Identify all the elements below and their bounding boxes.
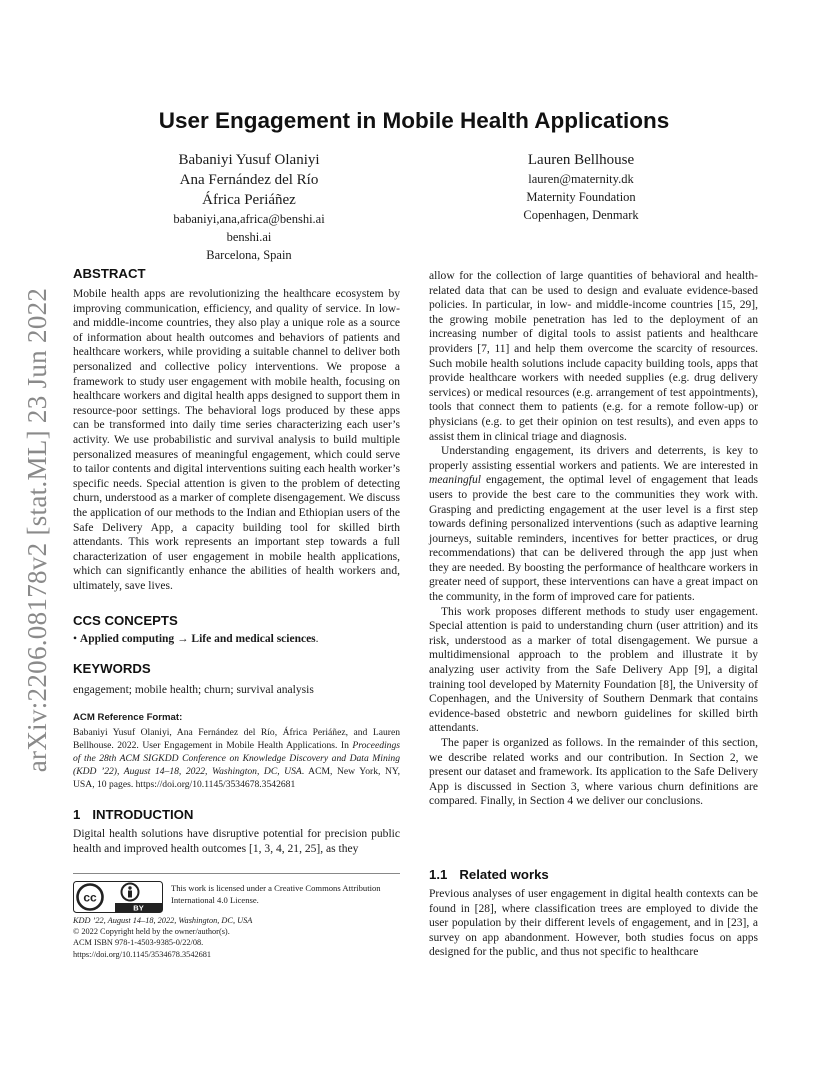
arxiv-identifier: arXiv:2206.08178v2 [stat.ML] 23 Jun 2022 [22,287,52,773]
svg-text:BY: BY [133,903,144,913]
section-number: 1 [73,807,81,822]
isbn: ACM ISBN 978-1-4503-9385-0/22/08. [73,938,204,948]
license-box [73,873,400,913]
section-number: 1.1 [429,867,448,882]
author-org: Maternity Foundation [526,190,636,204]
svg-text:cc: cc [83,890,97,905]
cc-by-logo [73,881,163,913]
author-name: África Periáñez [202,192,296,208]
author-name: Ana Fernández del Río [179,172,319,188]
intro-text-right [429,269,758,809]
ccs-heading: CCS CONCEPTS [73,613,178,628]
author-email: lauren@maternity.dk [528,172,634,186]
reference-format [73,711,400,791]
reference-format-heading: ACM Reference Format: [73,712,183,723]
section-title: Related works [459,867,549,882]
paper-title: User Engagement in Mobile Health Applications [158,108,670,133]
intro-paragraph: This work proposes different methods to study user engagement. Special attention is paid to understanding churn (user attrition) and its risk, understood as a marker of total disengagement. We pursue a multidimensional approach to the problem and illustrate it by analyzing user activity from the Safe Delivery App [9], a digital training tool developed by Maternity Foundation [8], the University of Copenhagen, and the University of Southern Denmark that contains evidence-based obstetric and newborn guidelines for skilled birth attendants. [429,605,758,735]
abstract-text [73,287,400,593]
author-location: Copenhagen, Denmark [523,208,639,222]
intro-heading [73,807,193,822]
intro-paragraph: Understanding engagement, its drivers and deterrents, is key to properly assisting essential workers and patients. We are interested in meaningful engagement, the optimal level of engagement that leads users to provide the best care to the communities they work with. Grasping and predicting engagement at the user level is a first step towards defining personalized interventions (such as adaptive learning journeys, suitable reminders, incentives for better practices, or drug recommendations) that can be delivered through the app just when they are needed. By boosting the performance of healthcare workers in greater need of support, these interventions can have a great impact on the community, in the form of improved care for patients. [429,445,758,604]
intro-paragraph: allow for the collection of large quantities of behavioral and health-related data that can be used to design and evaluate evidence-based policies. In particular, in low- and middle-income countries [15, 29], the growing mobile penetration has led to the deployment of an increasing number of digital tools to assist patients and healthcare providers [7, 11] and help them overcome the scarcity of resources. Such mobile health solutions include capacity building tools, apps that provide healthcare workers with needed supplies (e.g. drug delivery services) or medical resources (e.g. arrangement of test appointments), tools that connect them to patients (e.g. for a remote follow-up) or physicians (e.g. to get their opinion on test results), and even apps to assist them in clinical triage and diagnosis. [429,270,758,443]
abstract-heading: ABSTRACT [73,266,146,281]
author-org: benshi.ai [226,230,272,244]
venue: KDD ’22, August 14–18, 2022, Washington, DC, USA [73,916,253,925]
footer-info [73,915,400,960]
author-email: babaniyi,ana,africa@benshi.ai [173,212,325,226]
related-works-heading [429,867,549,882]
cc-by-icon [73,881,163,913]
author-location: Barcelona, Spain [206,248,292,262]
keywords-text: engagement; mobile health; churn; survival analysis [73,684,314,696]
author-block-left [112,150,386,264]
author-name: Babaniyi Yusuf Olaniyi [178,152,320,168]
intro-paragraph: The paper is organized as follows. In the remainder of this section, we describe related works and our contribution. In Section 2, we present our dataset and framework. Its application to the Safe Delivery App is discussed in Section 3, where various churn definitions are compared. Finally, in Section 4 we deliver our conclusions. [429,737,758,808]
ccs-concept: Applied computing → Life and medical sciences [79,633,316,645]
intro-text-left: Digital health solutions have disruptive potential for precision public health and improved health outcomes [1, 3, 4, 21, 25], as they [73,828,400,855]
ccs-concepts: • Applied computing → Life and medical sciences. [73,633,319,645]
author-block-right [462,150,700,224]
related-works-text: Previous analyses of user engagement in digital health contexts can be found in [28], where classification trees are employed to divide the user population by their different levels of engagement, and in [23], a survey on app abandonment. However, both studies focus on apps designed for the public, and thus not specific to healthcare [429,888,758,959]
author-name: Lauren Bellhouse [527,152,635,168]
doi-link[interactable]: https://doi.org/10.1145/3534678.3542681 [73,949,212,959]
copyright: © 2022 Copyright held by the owner/author(s). [73,927,230,937]
bullet: • [73,633,78,645]
keywords-heading: KEYWORDS [73,661,151,676]
abstract-paragraph: Mobile health apps are revolutionizing the healthcare ecosystem by improving communication, efficiency, and quality of service. In low- and middle-income countries, they also play a unique role as a source of information about health outcomes and behaviors of patients and healthcare workers, while providing a suitable channel to deliver both personalized and collective policy interventions. We propose a framework to study user engagement with mobile health, focusing on healthcare workers and digital health apps designed to support them in resource-poor settings. The behavioral logs produced by these apps can be transformed into daily time series characterizing each user’s activity. We use probabilistic and survival analysis to build multiple personalized measures of meaningful engagement, which could serve to tailor contents and digital interventions suiting each health worker’s specific needs. Special attention is given to the problem of detecting churn, understood as a marker of complete disengagement. We discuss the application of our methods to the Indian and Ethiopian users of the Safe Delivery App, a capacity building tool for skilled birth attendants. This work represents an important step towards a full characterization of user engagement in mobile health applications, which can significantly enhance the abilities of health workers and, ultimately, save lives. [73,288,400,592]
reference-format-text: Babaniyi Yusuf Olaniyi, Ana Fernández del Río, África Periáñez, and Lauren Bellhouse. 2022. User Engagement in Mobile Health Applications. In Proceedings of the 28th ACM SIGKDD Conference on Knowledge Discovery and Data Mining (KDD ’22), August 14–18, 2022, Washington, DC, USA. ACM, New York, NY, USA, 10 pages. https://doi.org/10.1145/3534678.3542681 [73,726,400,790]
section-title: INTRODUCTION [92,807,194,822]
license-text: This work is licensed under a Creative Commons Attribution International 4.0 License. [171,883,381,905]
